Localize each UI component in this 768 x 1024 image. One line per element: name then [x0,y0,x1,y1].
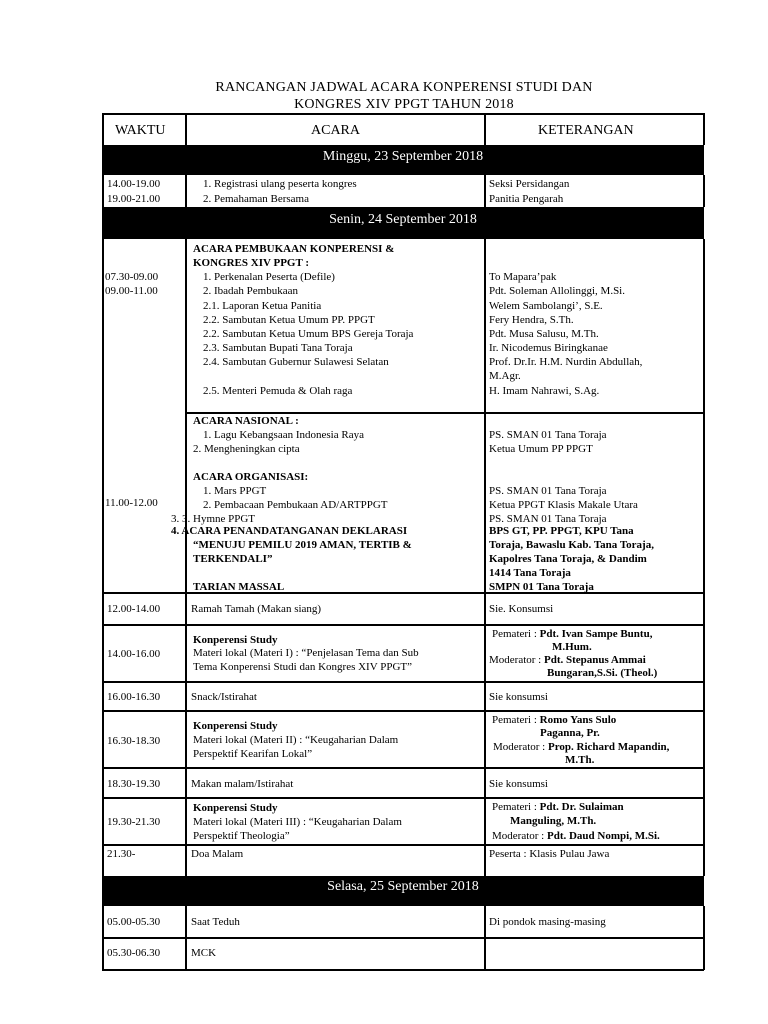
note-cell: Sie. Konsumsi [489,603,554,615]
agenda-item: 2.1. Laporan Ketua Panitia [203,300,322,312]
document-title-line-1: RANCANGAN JADWAL ACARA KONPERENSI STUDI DAN [215,80,593,95]
note-cell: Bungaran,S.Si. (Theol.) [547,667,658,679]
note-cell: Moderator : Pdt. Daud Nompi, M.Si. [492,830,660,842]
agenda-item: Makan malam/Istirahat [191,778,294,790]
note-cell: M.Th. [565,754,595,766]
table-rule [185,175,187,207]
agenda-item: Ramah Tamah (Makan siang) [191,603,322,615]
table-rule [102,767,704,769]
time-cell: 11.00-12.00 [105,497,158,509]
time-cell: 19.00-21.00 [107,193,161,205]
note-cell: Peserta : Klasis Pulau Jawa [489,848,610,860]
table-rule [484,113,486,145]
note-cell: Pemateri : Romo Yans Sulo [492,714,617,726]
agenda-item: Saat Teduh [191,916,240,928]
header-acara: ACARA [311,123,361,138]
table-rule [102,969,704,971]
table-rule [102,239,104,876]
time-cell: 12.00-14.00 [107,603,161,615]
note-cell: Panitia Pengarah [489,193,564,205]
note-cell: Toraja, Bawaslu Kab. Tana Toraja, [489,539,654,551]
time-cell: 09.00-11.00 [105,285,158,297]
time-cell: 05.30-06.30 [107,947,161,959]
table-rule [703,239,705,876]
note-cell: Moderator : Pdt. Stepanus Ammai [489,654,646,666]
note-cell: Di pondok masing-masing [489,916,606,928]
agenda-item: MCK [191,947,217,959]
table-rule [102,797,704,799]
agenda-item: 2.2. Sambutan Ketua Umum PP. PPGT [203,314,375,326]
section-heading-nasional: ACARA NASIONAL : [193,415,299,427]
time-cell: 18.30-19.30 [107,778,161,790]
agenda-item: Snack/Istirahat [191,691,257,703]
note-cell: Pemateri : Pdt. Ivan Sampe Buntu, [492,628,653,640]
table-rule [102,113,104,145]
section-heading-pembukaan: KONGRES XIV PPGT : [193,257,310,269]
agenda-item: 2. Pembacaan Pembukaan AD/ARTPPGT [203,499,388,511]
agenda-item: 2.4. Sambutan Gubernur Sulawesi Selatan [203,356,389,368]
agenda-item: Materi lokal (Materi II) : “Keugaharian Dalam [193,734,399,746]
agenda-item-deklarasi: “MENUJU PEMILU 2019 AMAN, TERTIB & [193,539,412,551]
table-rule [703,175,705,207]
agenda-item: 2. Ibadah Pembukaan [203,285,298,297]
note-cell: BPS GT, PP. PPGT, KPU Tana [489,525,634,537]
section-heading-pembukaan: ACARA PEMBUKAAN KONPERENSI & [193,243,395,255]
note-cell: Welem Sambolangi’, S.E. [489,300,603,312]
time-cell: 07.30-09.00 [105,271,159,283]
note-cell: Moderator : Prop. Richard Mapandin, [493,741,670,753]
agenda-item: Materi lokal (Materi III) : “Keugaharian Dalam [193,816,402,828]
note-cell: PS. SMAN 01 Tana Toraja [489,429,607,441]
table-rule [484,175,486,207]
agenda-item-deklarasi: TERKENDALI” [193,553,273,565]
agenda-item: 2. Pemahaman Bersama [203,193,309,205]
note-cell: Kapolres Tana Toraja, & Dandim [489,553,647,565]
table-rule [703,906,705,970]
table-rule [102,710,704,712]
note-cell: To Mapara’pak [489,271,557,283]
agenda-item: 2.2. Sambutan Ketua Umum BPS Gereja Toraja [203,328,414,340]
note-cell: M.Agr. [489,370,521,382]
note-cell: Sie konsumsi [489,691,548,703]
table-rule [102,624,704,626]
table-rule [102,113,704,115]
note-cell: 1414 Tana Toraja [489,567,571,579]
note-cell: Pemateri : Pdt. Dr. Sulaiman [492,801,624,813]
note-cell: M.Hum. [552,641,592,653]
table-rule [102,175,104,207]
note-cell: Pdt. Musa Salusu, M.Th. [489,328,599,340]
agenda-item: 2. Mengheningkan cipta [193,443,300,455]
table-rule [185,113,187,145]
agenda-item: Materi lokal (Materi I) : “Penjelasan Tema dan Sub [193,647,419,659]
note-cell: H. Imam Nahrawi, S.Ag. [489,385,600,397]
document-title-line-2: KONGRES XIV PPGT TAHUN 2018 [294,97,514,112]
agenda-item: 3. 3. Hymne PPGT [171,513,256,525]
session-title: Konperensi Study [193,802,278,814]
agenda-item: Perspektif Kearifan Lokal” [193,748,313,760]
day-heading-minggu: Minggu, 23 September 2018 [322,149,484,164]
note-cell: PS. SMAN 01 Tana Toraja [489,485,607,497]
table-rule [484,906,486,970]
time-cell: 16.30-18.30 [107,735,161,747]
agenda-item: 1. Registrasi ulang peserta kongres [203,178,357,190]
note-cell: Prof. Dr.Ir. H.M. Nurdin Abdullah, [489,356,643,368]
table-rule [102,937,704,939]
header-keterangan: KETERANGAN [538,123,634,138]
table-rule [703,113,705,145]
section-heading-organisasi: ACARA ORGANISASI: [193,471,309,483]
note-cell: Pdt. Soleman Allolinggi, M.Si. [489,285,625,297]
note-cell: Ir. Nicodemus Biringkanae [489,342,608,354]
session-title: Konperensi Study [193,720,278,732]
note-cell: Sie konsumsi [489,778,548,790]
time-cell: 05.00-05.30 [107,916,161,928]
time-cell: 19.30-21.30 [107,816,161,828]
time-cell: 14.00-19.00 [107,178,161,190]
note-cell: PS. SMAN 01 Tana Toraja [489,513,607,525]
note-cell: Paganna, Pr. [540,727,600,739]
table-rule [102,681,704,683]
time-cell: 21.30- [107,848,136,860]
agenda-item: Doa Malam [191,848,244,860]
note-cell: Seksi Persidangan [489,178,570,190]
note-cell: SMPN 01 Tana Toraja [489,581,594,593]
session-title: Konperensi Study [193,634,278,646]
table-rule [484,239,486,876]
table-rule [185,239,187,876]
agenda-item: Tema Konperensi Studi dan Kongres XIV PPGT” [193,661,412,673]
agenda-item-tarian: TARIAN MASSAL [193,581,285,593]
table-rule [102,844,704,846]
day-heading-selasa: Selasa, 25 September 2018 [327,879,479,894]
time-cell: 16.00-16.30 [107,691,161,703]
agenda-item: 1. Lagu Kebangsaan Indonesia Raya [203,429,364,441]
agenda-item: 1. Perkenalan Peserta (Defile) [203,271,335,283]
note-cell: Fery Hendra, S.Th. [489,314,574,326]
note-cell: Ketua Umum PP PPGT [489,443,593,455]
header-waktu: WAKTU [115,123,166,138]
agenda-item: 2.3. Sambutan Bupati Tana Toraja [203,342,353,354]
note-cell: Manguling, M.Th. [510,815,597,827]
time-cell: 14.00-16.00 [107,648,161,660]
agenda-item-deklarasi: 4. ACARA PENANDATANGANAN DEKLARASI [171,525,408,537]
day-heading-senin: Senin, 24 September 2018 [329,212,477,227]
agenda-item: 2.5. Menteri Pemuda & Olah raga [203,385,353,397]
agenda-item: Perspektif Theologia” [193,830,290,842]
table-rule [185,906,187,970]
agenda-item: 1. Mars PPGT [203,485,267,497]
note-cell: Ketua PPGT Klasis Makale Utara [489,499,638,511]
table-rule [102,906,104,970]
